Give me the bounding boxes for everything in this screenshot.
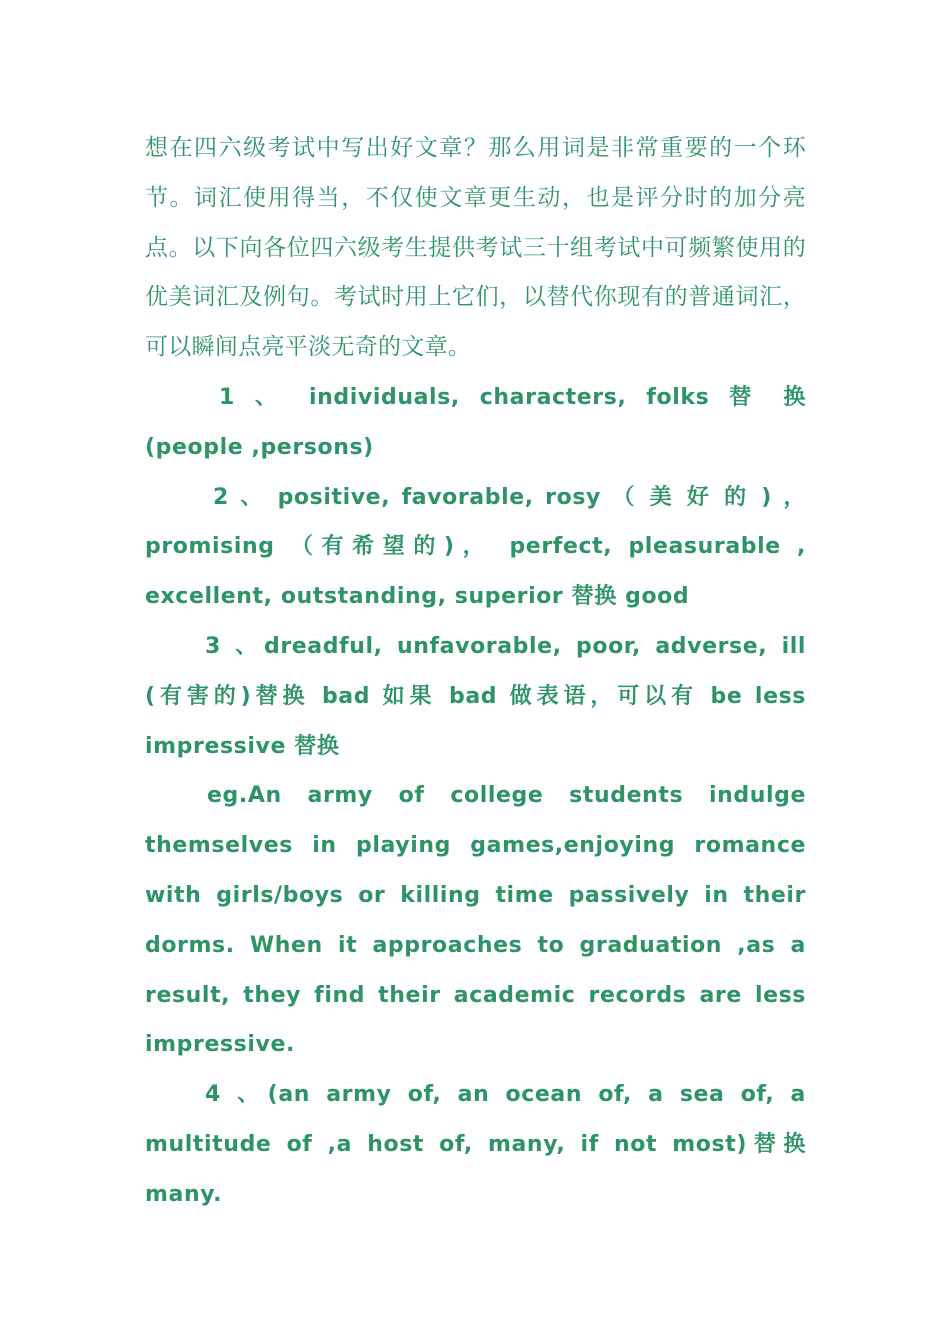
document-body [145,124,806,1220]
item-3-paragraph: 3 、dreadful, unfavorable, poor, adverse, ill (有害的)替换 bad 如果 bad 做表语，可以有 be less impressive 替换 [145,633,806,759]
example-3-paragraph: eg.An army of college students indulge themselves in playing games,enjoying romance with girls/boys or killing time passively in their dorms. When it approaches to graduation ,as a result, they find their academic records are less impressive. [145,783,806,1058]
intro-paragraph: 想在四六级考试中写出好文章？那么用词是非常重要的一个环节。词汇使用得当，不仅使文章更生动，也是评分时的加分亮点。以下向各位四六级考生提供考试三十组考试中可频繁使用的优美词汇及例句。考试时用上它们，以替代你现有的普通词汇，可以瞬间点亮平淡无奇的文章。 [145,135,806,361]
item-2-paragraph: 2 、 positive, favorable, rosy （ 美 好 的 ) ， promising （有希望的)， perfect, pleasurable , excellent, outstanding, superior 替换 good [145,484,806,610]
item-1-paragraph: 1 、 individuals, characters, folks 替 换 (people ,persons) [145,384,806,460]
item-4-paragraph: 4 、(an army of, an ocean of, a sea of, a multitude of ,a host of, many, if not most)替换 many. [145,1082,806,1207]
